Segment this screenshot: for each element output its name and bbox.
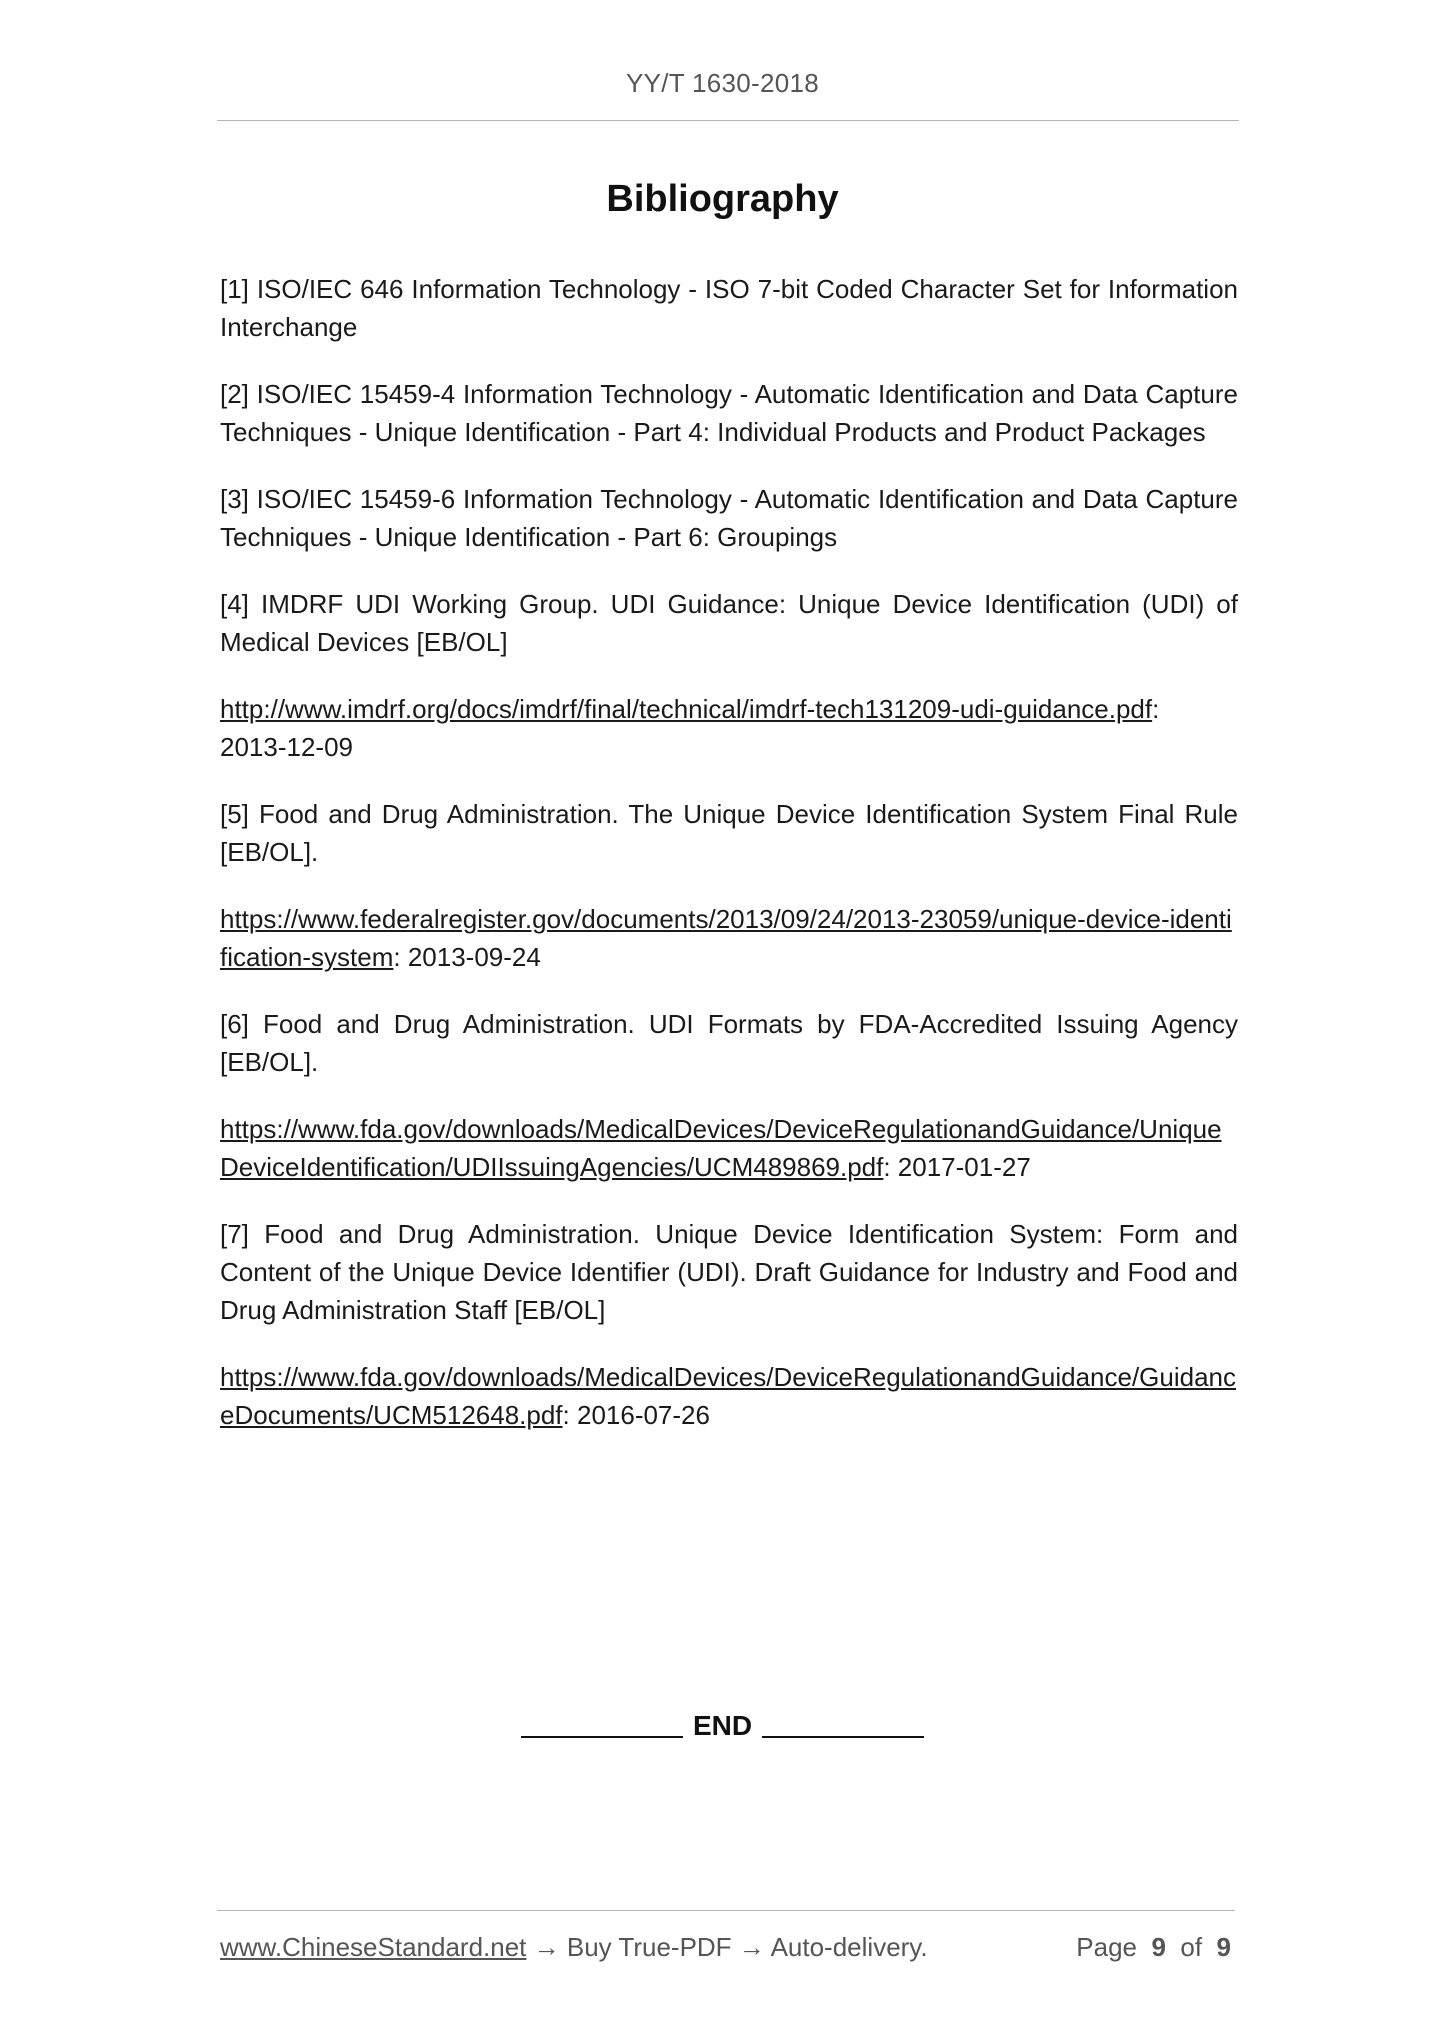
reference-6-link[interactable]: https://www.fda.gov/downloads/MedicalDevices/DeviceRegulationandGuidance/UniqueDeviceIdentification/UDIIssuingAgencies/UCM489869.pdf bbox=[220, 1114, 1222, 1182]
end-label: END bbox=[692, 1710, 753, 1741]
end-rule-right bbox=[762, 1736, 924, 1738]
reference-5: [5] Food and Drug Administration. The Unique Device Identification System Final Rule [EB/OL]. bbox=[220, 799, 1238, 867]
reference-7-url-suffix: : 2016-07-26 bbox=[562, 1400, 710, 1430]
reference-5-url-suffix: : 2013-09-24 bbox=[393, 942, 541, 972]
page-current: 9 bbox=[1151, 1932, 1166, 1962]
footer-promo bbox=[220, 1932, 928, 1963]
footer-promo-text: → Buy True-PDF → Auto-delivery. bbox=[526, 1932, 928, 1962]
end-rule-left bbox=[521, 1736, 683, 1738]
reference-2: [2] ISO/IEC 15459-4 Information Technology - Automatic Identification and Data Capture Techniques - Unique Identification - Part 4: Individual Products and Product Packages bbox=[220, 379, 1238, 447]
reference-5-link[interactable]: https://www.federalregister.gov/documents/2013/09/24/2013-23059/unique-device-identification-system bbox=[220, 904, 1232, 972]
reference-3: [3] ISO/IEC 15459-6 Information Technology - Automatic Identification and Data Capture Techniques - Unique Identification - Part 6: Groupings bbox=[220, 484, 1238, 552]
header-standard-code: YY/T 1630-2018 bbox=[625, 68, 820, 98]
page-label: Page bbox=[1076, 1932, 1138, 1962]
footer-divider bbox=[217, 1910, 1235, 1911]
page-title: Bibliography bbox=[606, 178, 839, 220]
reference-4-url-line bbox=[220, 690, 1238, 766]
reference-6: [6] Food and Drug Administration. UDI Formats by FDA-Accredited Issuing Agency [EB/OL]. bbox=[220, 1009, 1238, 1077]
reference-4-link[interactable]: http://www.imdrf.org/docs/imdrf/final/technical/imdrf-tech131209-udi-guidance.pdf bbox=[220, 694, 1153, 724]
reference-6-url-suffix: : 2017-01-27 bbox=[883, 1152, 1031, 1182]
reference-4: [4] IMDRF UDI Working Group. UDI Guidance: Unique Device Identification (UDI) of Medical Devices [EB/OL] bbox=[220, 589, 1238, 657]
reference-6-url-line bbox=[220, 1110, 1238, 1186]
footer-site-link[interactable]: www.ChineseStandard.net bbox=[220, 1932, 527, 1962]
end-marker bbox=[0, 1710, 1445, 1742]
reference-7-url-line bbox=[220, 1358, 1238, 1434]
reference-7: [7] Food and Drug Administration. Unique Device Identification System: Form and Content of the Unique Device Identifier (UDI). Draft Guidance for Industry and Food and Drug Administration Staff [EB/OL] bbox=[220, 1219, 1238, 1325]
reference-4-date: 2013-12-09 bbox=[220, 732, 353, 762]
reference-7-link[interactable]: https://www.fda.gov/downloads/MedicalDevices/DeviceRegulationandGuidance/GuidanceDocuments/UCM512648.pdf bbox=[220, 1362, 1237, 1430]
reference-1: [1] ISO/IEC 646 Information Technology - ISO 7-bit Coded Character Set for Information Interchange bbox=[220, 274, 1238, 342]
page-total: 9 bbox=[1216, 1932, 1231, 1962]
reference-list bbox=[220, 270, 1238, 1463]
reference-5-url-line bbox=[220, 900, 1238, 976]
header-divider bbox=[217, 120, 1239, 121]
page-number bbox=[1076, 1932, 1231, 1963]
page-of-label: of bbox=[1180, 1932, 1203, 1962]
reference-4-url-suffix: : bbox=[1152, 694, 1160, 724]
